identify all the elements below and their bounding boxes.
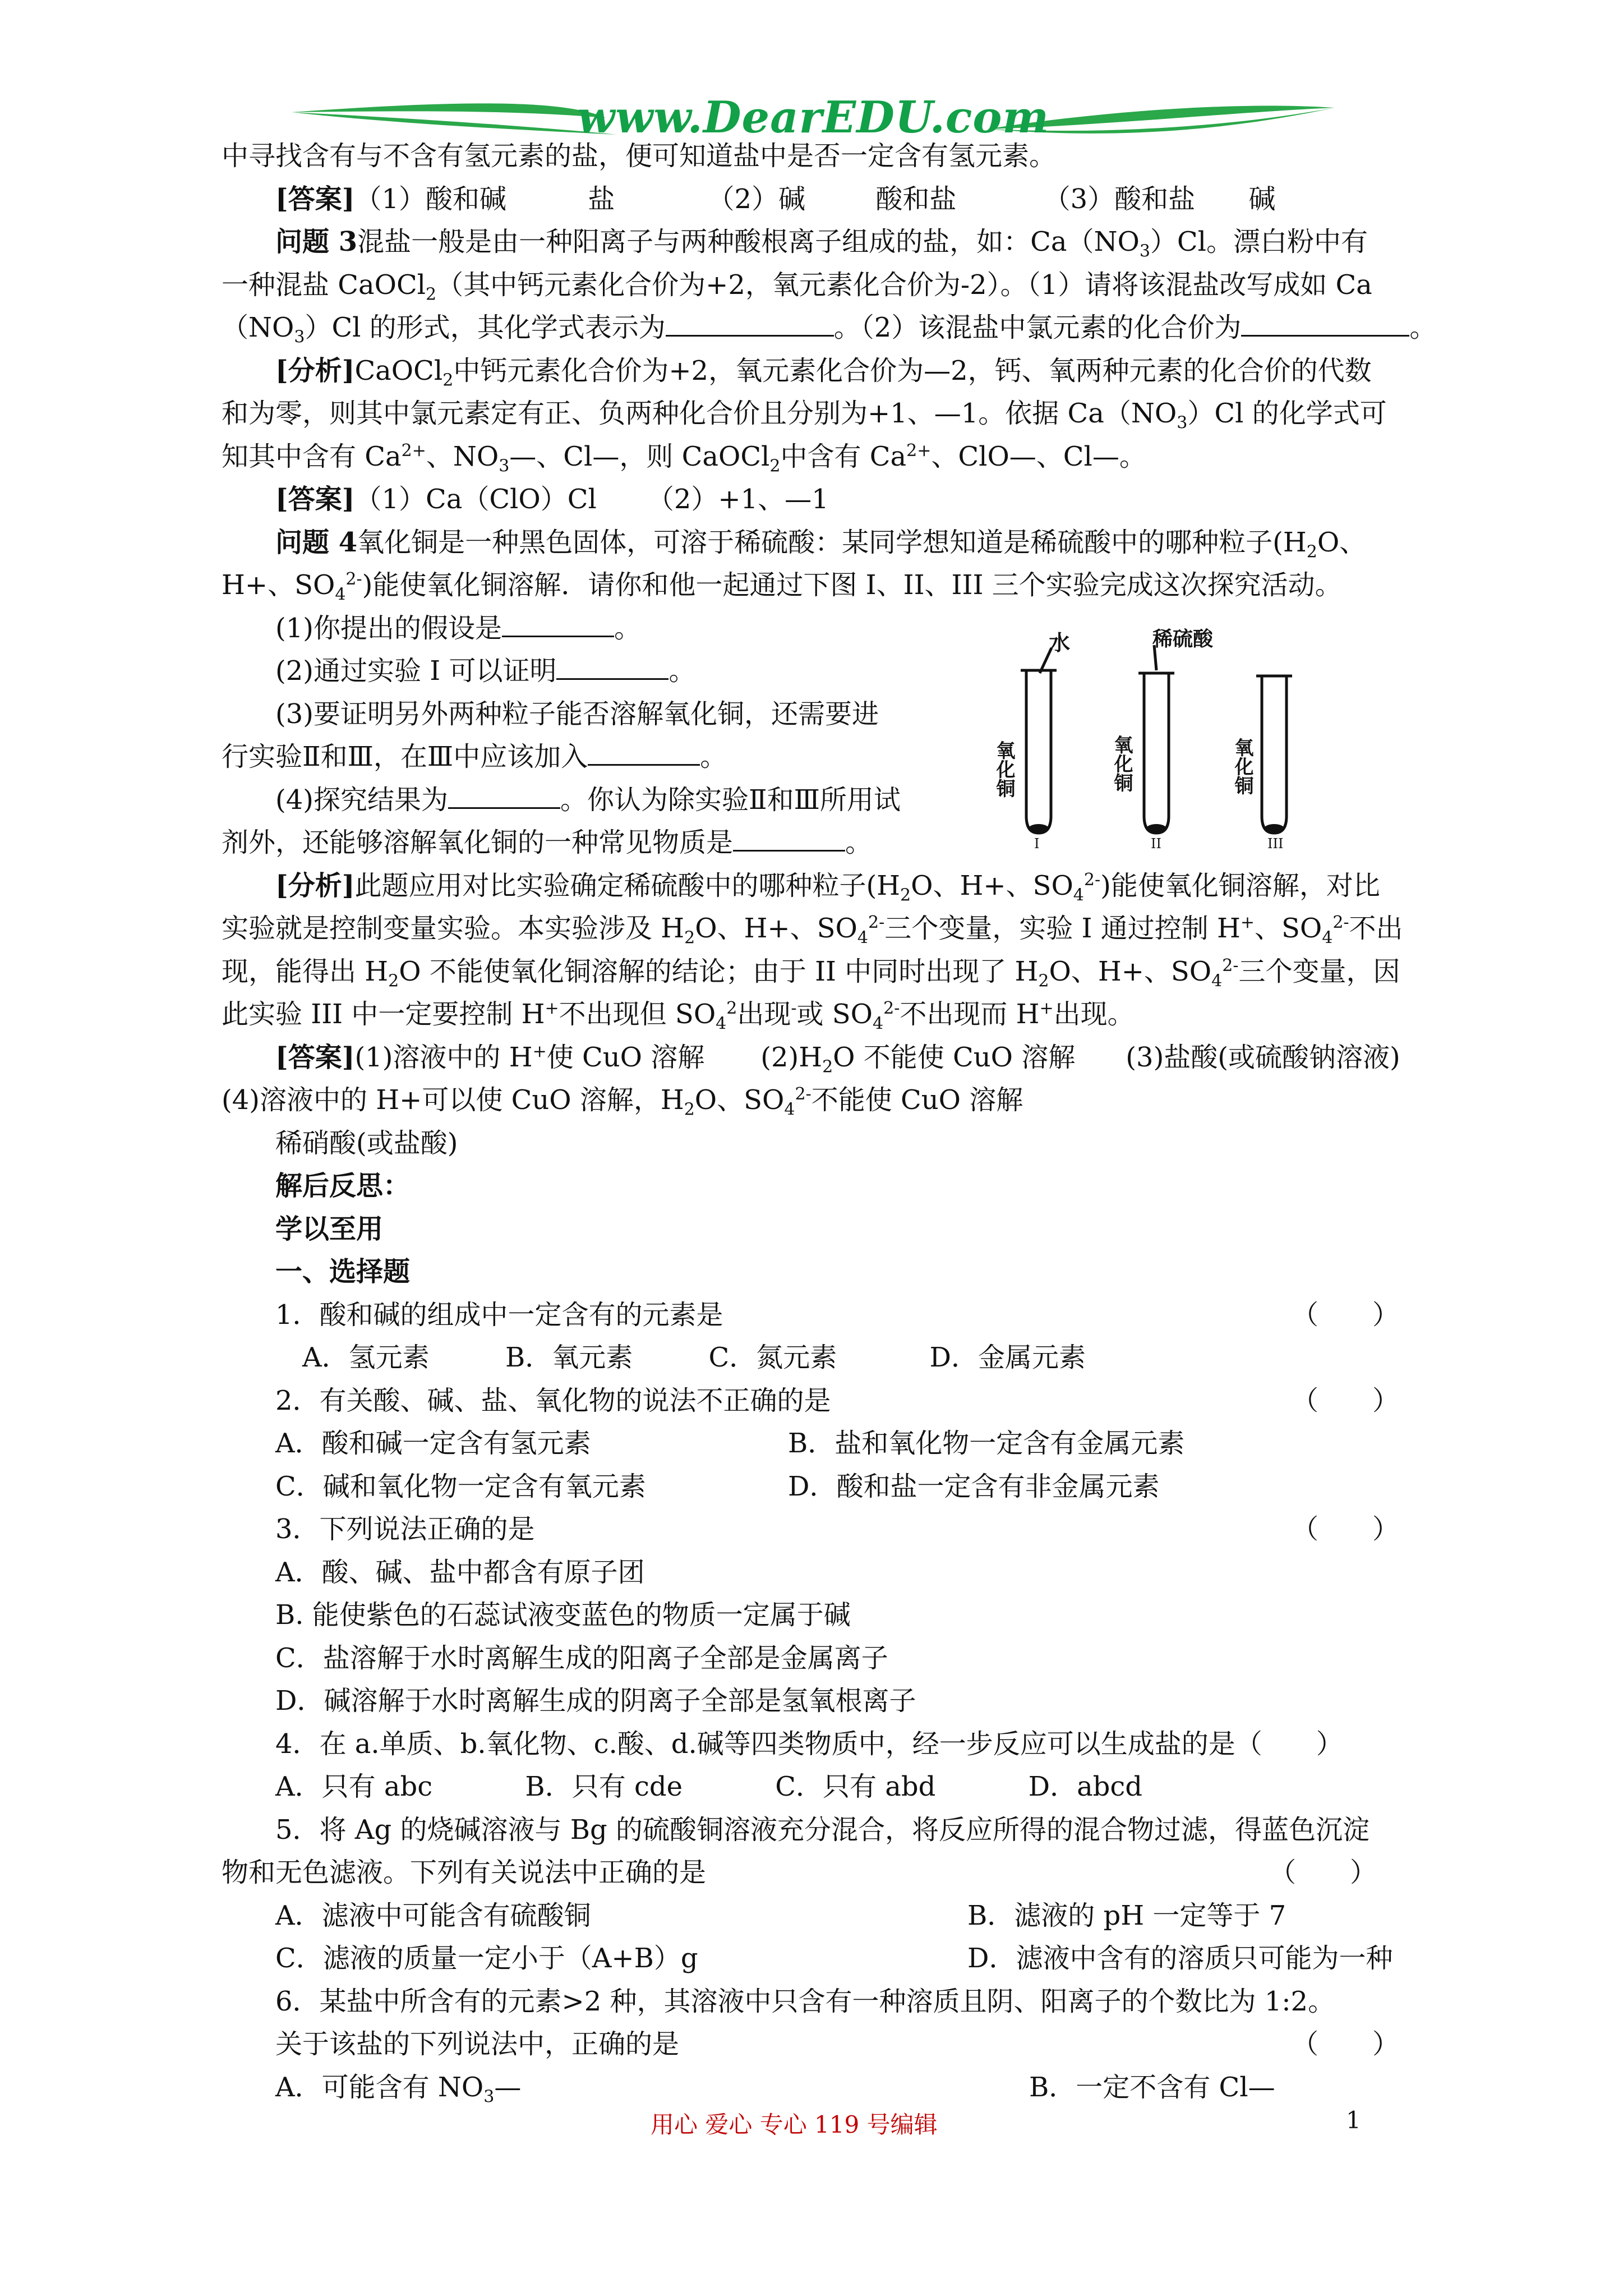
blank-field[interactable] — [502, 611, 614, 637]
option[interactable]: C．滤液的质量一定小于（A+B）g — [275, 1943, 698, 1974]
section-heading: 学以至用 — [275, 1213, 384, 1245]
option[interactable]: B．滤液的 pH 一定等于 7 — [967, 1899, 1287, 1931]
option[interactable]: A．酸和碱一定含有氢元素 — [275, 1428, 591, 1459]
question-stem: 物和无色滤液。下列有关说法中正确的是 （ ） — [222, 1857, 1377, 1888]
blank-field[interactable] — [733, 825, 845, 852]
text-line: (2)通过实验 I 可以证明 。 — [222, 650, 1433, 693]
footer-text: 用心 爱心 专心 119 号编辑 — [651, 2111, 938, 2138]
text-line: 稀硝酸(或盐酸) — [275, 1127, 458, 1159]
text-line: $(NO_3)Cl$ 的形式，其化学式表示为 。（2）该混盐中氯元素的化合价为 。 — [222, 306, 1433, 349]
analysis-line: [分析]CaOCl$_2$中钙元素化合价为+2，氧元素化合价为—2，钙、氧两种元素的化合价的代数 — [275, 355, 1372, 390]
option-row — [222, 1465, 1433, 1508]
question-stem: 关于该盐的下列说法中，正确的是 （ ） — [275, 2028, 1399, 2060]
tube-label: II — [1151, 836, 1161, 852]
text-line: H+、$SO_4^{2-}$)能使氧化铜溶解．请你和他一起通过下图 I、II、III 三个实验完成这次探究活动。 — [222, 569, 1342, 605]
option[interactable]: B．盐和氧化物一定含有金属元素 — [788, 1428, 1185, 1459]
text-line: 和为零，则其中氯元素定有正、负两种化合价且分别为+1、—1。依据 $Ca(NO_3)Cl$ 的化学式可 — [222, 398, 1387, 433]
option[interactable]: D．碱溶解于水时离解生成的阴离子全部是氢氧根离子 — [275, 1685, 916, 1717]
option[interactable]: A．氢元素 — [302, 1342, 430, 1373]
section-heading: 一、选择题 — [275, 1256, 411, 1287]
option[interactable]: C．只有 abd — [775, 1771, 936, 1802]
experiment-figure — [976, 628, 1324, 855]
question-stem: 4．在 a.单质、b.氧化物、c.酸、d.碱等四类物质中，经一步反应可以生成盐的是（ ） — [275, 1728, 1343, 1760]
option-row — [222, 1336, 1433, 1379]
test-tubes-icon — [976, 631, 1324, 855]
tube-label: III — [1267, 836, 1284, 852]
label-cuo-2: 氧化铜 — [1110, 735, 1133, 792]
option[interactable]: D．滤液中含有的溶质只可能为一种 — [967, 1943, 1393, 1974]
text-line: (1)你提出的假设是 。 — [222, 607, 1433, 650]
option-row — [222, 2066, 1433, 2109]
option-row — [222, 1422, 1433, 1465]
text-line: 现，能得出 $H_2O$ 不能使氧化铜溶解的结论；由于 II 中同时出现了 $H_2O$、H+、$SO_4^{2-}$三个变量，因 — [222, 955, 1400, 991]
blank-field[interactable] — [556, 654, 668, 680]
option[interactable]: A．可能含有 $NO_3—$ — [275, 2071, 522, 2107]
blank-field[interactable] — [1241, 310, 1409, 337]
question-stem: 6．某盐中所含有的元素>2 种，其溶液中只含有一种溶质且阴、阳离子的个数比为 1:2。 — [275, 1985, 1335, 2017]
question-stem: 2．有关酸、碱、盐、氧化物的说法不正确的是 （ ） — [275, 1384, 1399, 1416]
text-line: 实验就是控制变量实验。本实验涉及 $H_2O$、H+、$SO_4^{2-}$三个变量，实验 I 通过控制 H+、$SO_4^{2-}$不出 — [222, 913, 1403, 948]
option[interactable]: D．酸和盐一定含有非金属元素 — [788, 1470, 1160, 1502]
option-row — [222, 1894, 1433, 1938]
site-logo[interactable]: www.DearEDU.com — [577, 92, 1049, 143]
text-line: 知其中含有 $Ca^{2+}$、$NO_3—$、Cl—，则 CaOCl$_2$中含有 $Ca^{2+}$、ClO—、Cl—。 — [222, 440, 1146, 476]
label-cuo-3: 氧化铜 — [1231, 738, 1253, 795]
option[interactable]: B．氧元素 — [505, 1342, 633, 1373]
text-line: (4)溶液中的 H+可以使 CuO 溶解，$H_2O$、$SO_4^{2-}$不能使 CuO 溶解 — [222, 1084, 1023, 1120]
tube-label: I — [1034, 836, 1040, 852]
page-number: 1 — [1346, 2106, 1361, 2134]
blank-field[interactable] — [666, 310, 834, 337]
option[interactable]: D．abcd — [1028, 1771, 1143, 1802]
option[interactable]: C．盐溶解于水时离解生成的阳离子全部是金属离子 — [275, 1642, 888, 1674]
label-cuo-1: 氧化铜 — [993, 740, 1015, 798]
text-line: 中寻找含有与不含有氢元素的盐，便可知道盐中是否一定含有氢元素。 — [222, 140, 1057, 172]
text-line: (3)要证明另外两种粒子能否溶解氧化铜，还需要进 — [275, 698, 879, 730]
question-stem: 3．下列说法正确的是 （ ） — [275, 1513, 1399, 1545]
label-water: 水 — [1049, 631, 1071, 655]
answer-line: [答案]（1）Ca（ClO）Cl （2）+1、—1 — [275, 484, 829, 515]
option[interactable]: C．氮元素 — [708, 1342, 837, 1373]
question-4: 问题 4氧化铜是一种黑色固体，可溶于稀硫酸：某同学想知道是稀硫酸中的哪种粒子($H_2O$、 — [275, 526, 1367, 562]
option[interactable]: A．滤液中可能含有硫酸铜 — [275, 1899, 591, 1931]
section-heading: 解后反思： — [275, 1170, 411, 1202]
blank-field[interactable] — [448, 783, 560, 809]
option[interactable]: D．金属元素 — [929, 1342, 1086, 1373]
blank-field[interactable] — [588, 739, 700, 766]
option[interactable]: B．只有 cde — [525, 1771, 683, 1802]
text-line: 此实验 III 中一定要控制 H+不出现但 $SO_4^2$出现-或 $SO_4^{2-}$不出现而 H+出现。 — [222, 999, 1135, 1034]
label-acid: 稀硫酸 — [1152, 628, 1214, 651]
document-body — [222, 135, 1437, 2109]
option[interactable]: B. 能使紫色的石蕊试液变蓝色的物质一定属于碱 — [275, 1599, 851, 1631]
text-line: (4)探究结果为 。你认为除实验Ⅱ和Ⅲ所用试 — [222, 779, 1433, 822]
text-line: 一种混盐 CaOCl$_2$（其中钙元素化合价为+2，氧元素化合价为-2）。（1）请将该混盐改写成如 Ca — [222, 269, 1372, 305]
option[interactable]: A．酸、碱、盐中都含有原子团 — [275, 1556, 645, 1588]
question-stem: 1．酸和碱的组成中一定含有的元素是 （ ） — [275, 1299, 1399, 1331]
option-row — [222, 1765, 1433, 1809]
text-line: 剂外，还能够溶解氧化铜的一种常见物质是 。 — [222, 821, 1433, 864]
question-stem: 5．将 Ag 的烧碱溶液与 Bg 的硫酸铜溶液充分混合，将反应所得的混合物过滤，得蓝色沉淀 — [275, 1814, 1370, 1846]
option-row — [222, 1937, 1433, 1980]
text-line: 行实验Ⅱ和Ⅲ，在Ⅲ中应该加入 。 — [222, 735, 1433, 779]
answer-line: [答案]（1）酸和碱 盐 （2）碱 酸和盐 （3）酸和盐 碱 — [275, 183, 1276, 215]
option[interactable]: C．碱和氧化物一定含有氧元素 — [275, 1470, 646, 1502]
option[interactable]: B．一定不含有 Cl— — [1029, 2071, 1275, 2103]
answer-line: [答案](1)溶液中的 H+使 CuO 溶解 $(2)H_2O$ 不能使 CuO 溶解 (3)盐酸(或硫酸钠溶液) — [275, 1041, 1400, 1077]
analysis-line: [分析]此题应用对比实验确定稀硫酸中的哪种粒子($H_2O$、H+、$SO_4^{2-}$)能使氧化铜溶解，对比 — [275, 869, 1380, 905]
page-footer — [0, 2106, 1623, 2146]
question-3: 问题 3混盐一般是由一种阳离子与两种酸根离子组成的盐，如：$Ca(NO_3)Cl$。漂白粉中有 — [275, 226, 1368, 261]
option[interactable]: A．只有 abc — [275, 1771, 433, 1802]
